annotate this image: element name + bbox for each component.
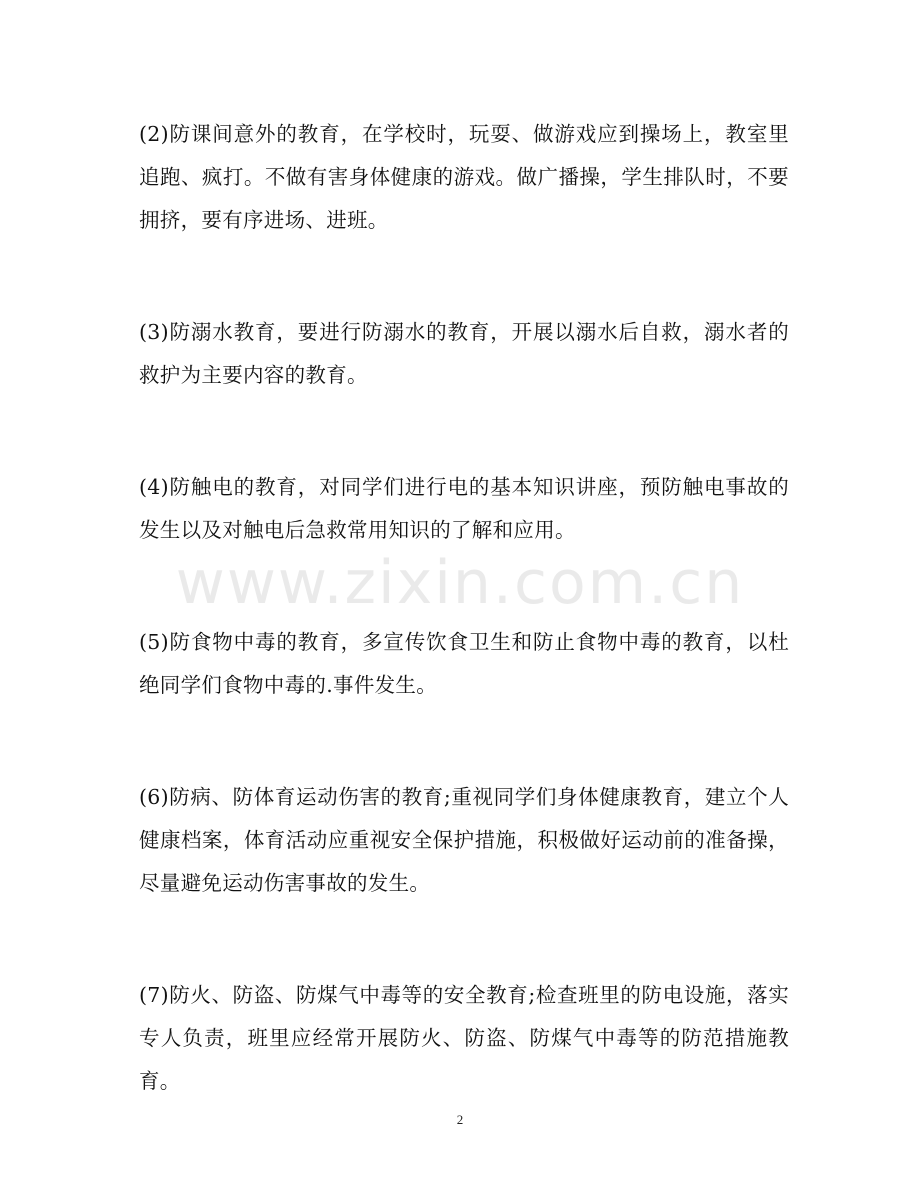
paragraph-item-4: (4)防触电的教育，对同学们进行电的基本知识讲座，预防触电事故的发生以及对触电后急救常用知识的了解和应用。 xyxy=(139,475,789,542)
paragraph-item-3: (3)防溺水教育，要进行防溺水的教育，开展以溺水后自救，溺水者的救护为主要内容的教育。 xyxy=(139,320,789,387)
paragraph-item-6: (6)防病、防体育运动伤害的教育;重视同学们身体健康教育，建立个人健康档案，体育活动应重视安全保护措施，积极做好运动前的准备操，尽量避免运动伤害事故的发生。 xyxy=(139,785,789,895)
page-number: 2 xyxy=(456,1112,464,1127)
body-text xyxy=(139,113,789,1172)
paragraph-item-2: (2)防课间意外的教育，在学校时，玩耍、做游戏应到操场上，教室里追跑、疯打。不做有害身体健康的游戏。做广播操，学生排队时，不要拥挤，要有序进场、进班。 xyxy=(139,122,789,232)
watermark: www.zixin.com.cn xyxy=(175,548,745,618)
paragraph-item-5: (5)防食物中毒的教育，多宣传饮食卫生和防止食物中毒的教育，以杜绝同学们食物中毒的.事件发生。 xyxy=(139,630,789,697)
paragraph-item-7: (7)防火、防盗、防煤气中毒等的安全教育;检查班里的防电设施，落实专人负责，班里应经常开展防火、防盗、防煤气中毒等的防范措施教育。 xyxy=(139,983,789,1093)
